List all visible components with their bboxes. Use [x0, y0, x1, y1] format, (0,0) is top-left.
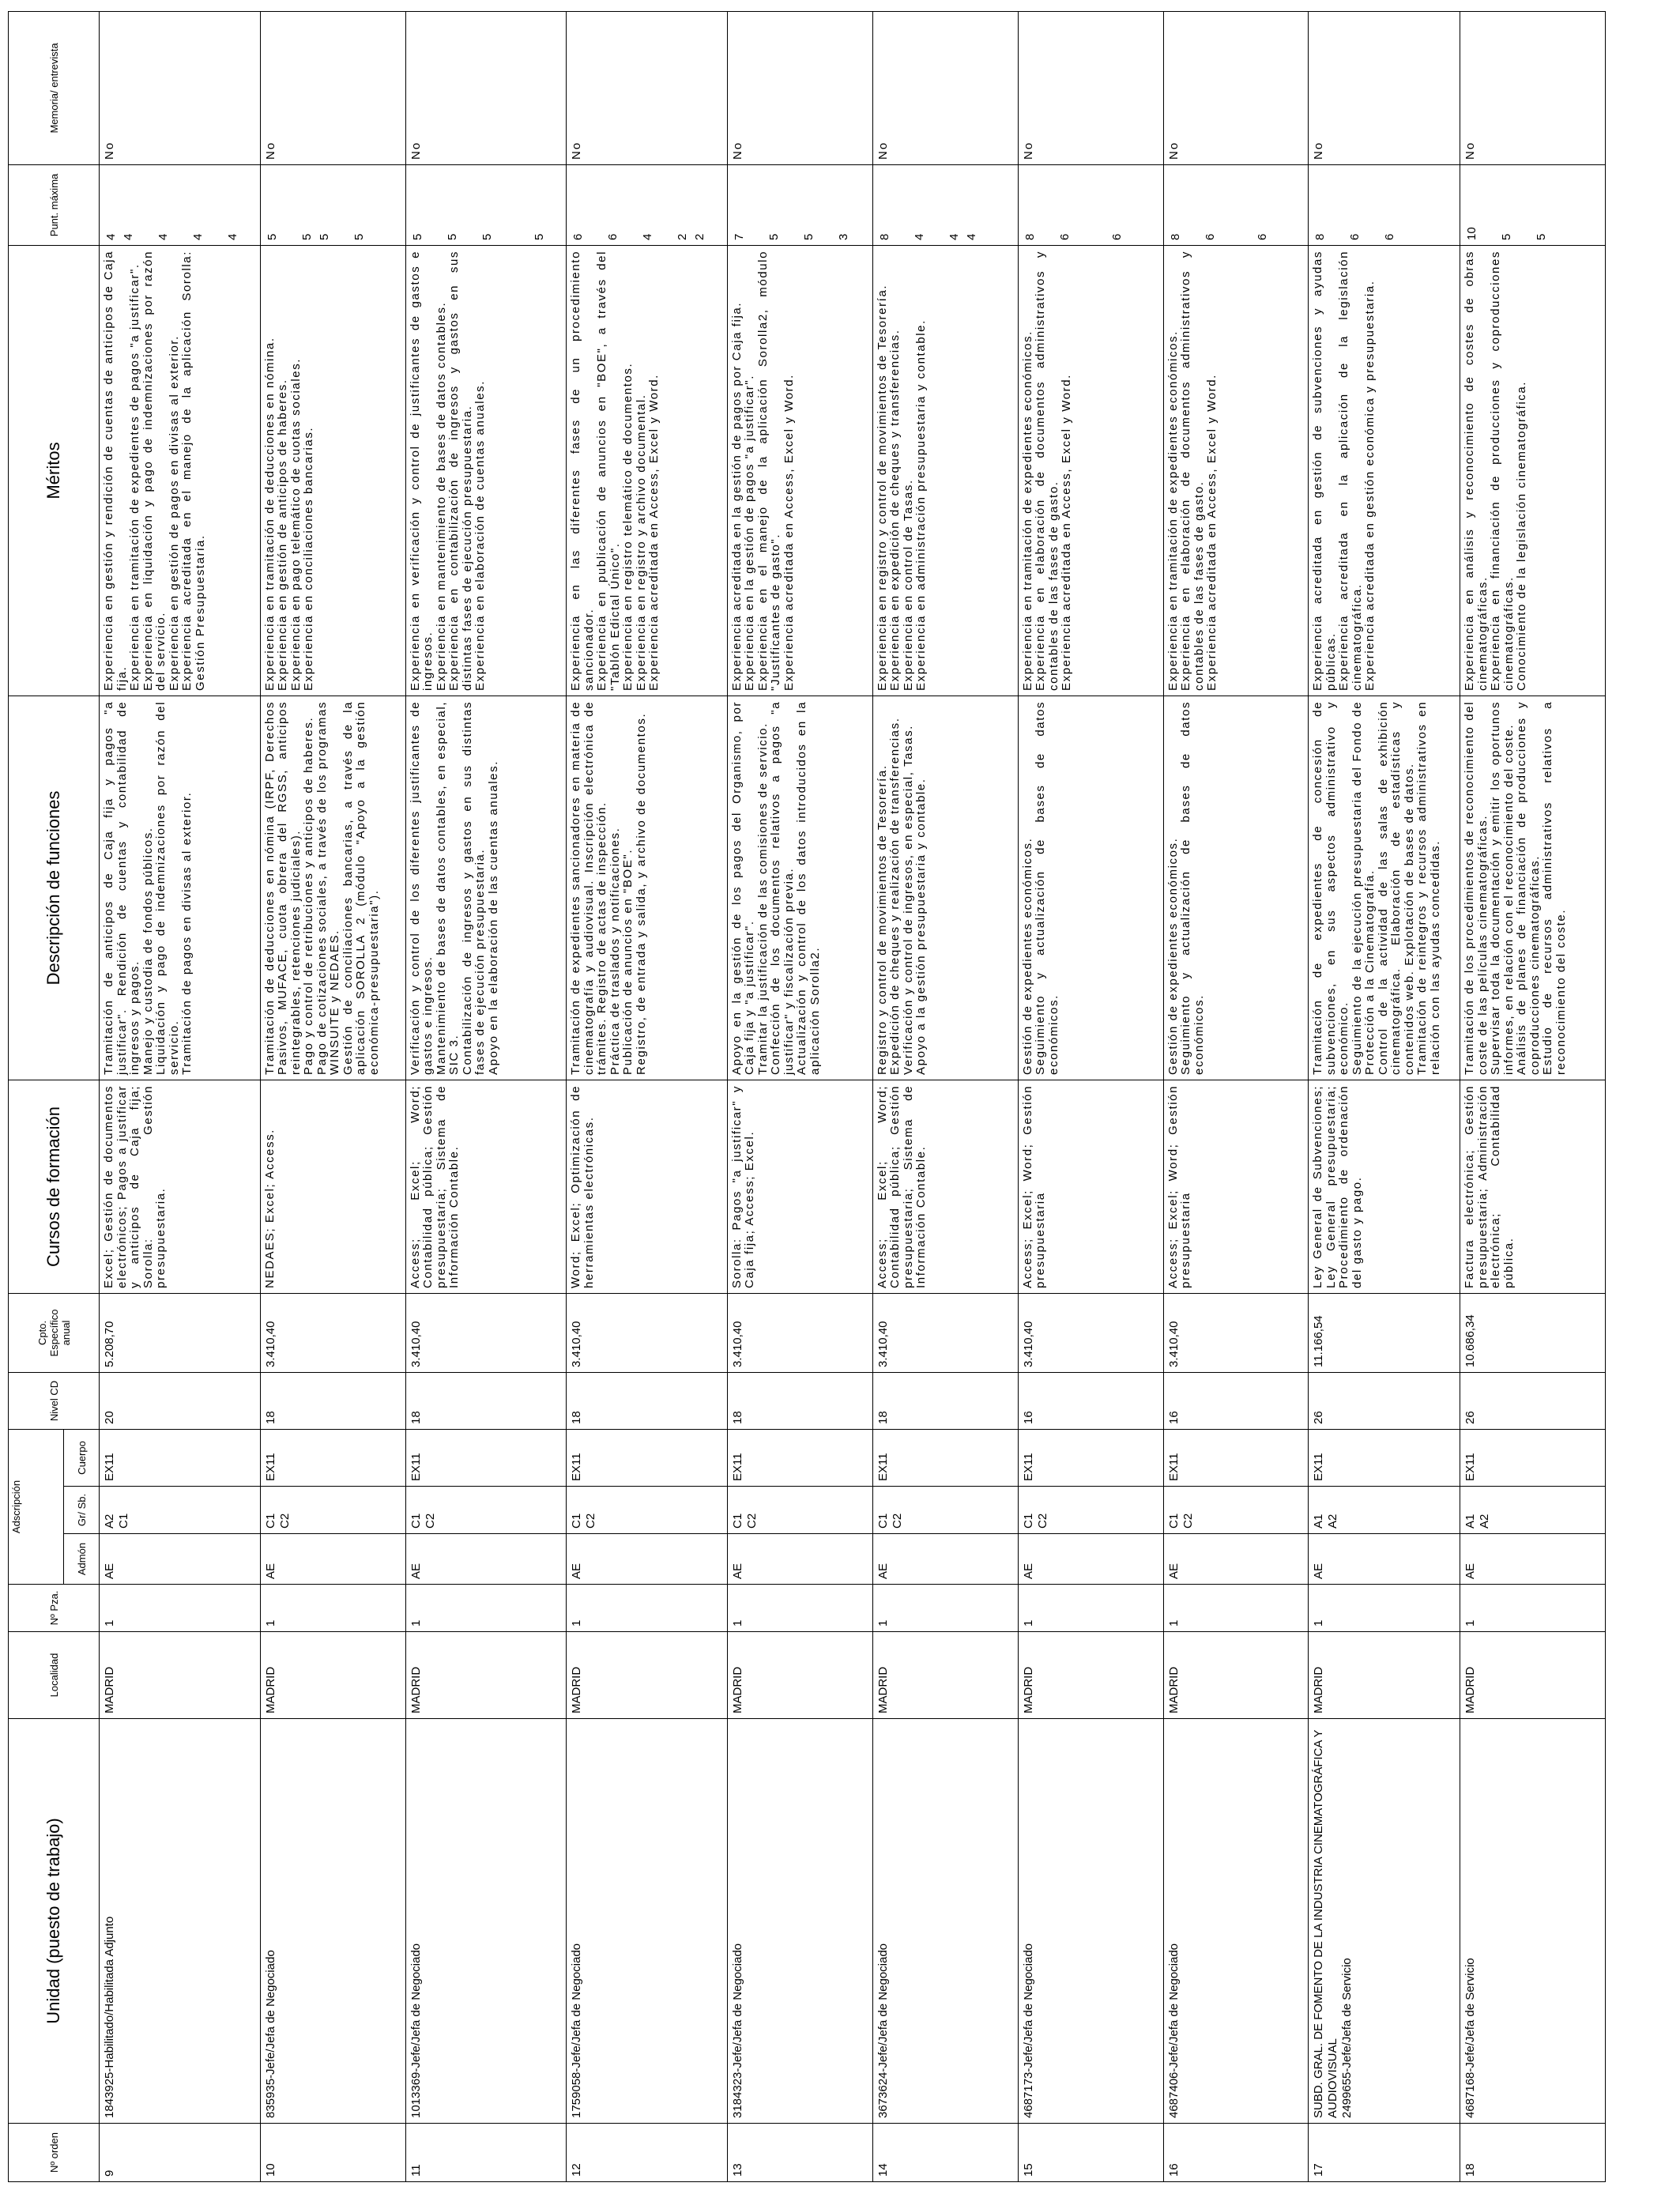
cell-memoria: No: [1163, 11, 1309, 164]
cell-pza: 1: [872, 1585, 1018, 1632]
table-row: [1163, 11, 1309, 2181]
cell-cuerpo: EX11: [1163, 1429, 1309, 1486]
cell-gr: C1 C2: [1163, 1487, 1309, 1534]
cell-unidad: 1843925-Habilitado/Habilitada Adjunto: [100, 1719, 261, 2124]
cell-funciones: Registro y control de movimientos de Tesorería. Expedición de cheques y realización de transferencias. Verificación y control de ingresos, en especial, Tasas. Apoyo a la gestión presupuestaria y contable.: [872, 696, 1018, 1080]
table-body: [100, 11, 1606, 2181]
cell-orden: 17: [1309, 2124, 1460, 2182]
cell-unidad: 4687168-Jefe/Jefa de Servicio: [1460, 1719, 1606, 2124]
cell-pza: 1: [260, 1585, 405, 1632]
cell-gr: C1 C2: [405, 1487, 567, 1534]
cell-punt: 8 6 6: [1309, 164, 1460, 245]
cell-meritos: Experiencia en tramitación de expedientes económicos. Experiencia en elaboración de documentos administrativos y contables de las fases de gasto. Experiencia acreditada en Access, Excel y Word.: [1018, 245, 1163, 696]
header-cpto: Cpto. Específico anual: [9, 1293, 100, 1372]
cell-meritos: Experiencia en registro y control de movimientos de Tesorería. Experiencia en expedición de cheques y transferencias. Experiencia en control de Tasas. Experiencia en administración presupuestaria y contable.: [872, 245, 1018, 696]
cell-pza: 1: [405, 1585, 567, 1632]
cell-orden: 14: [872, 2124, 1018, 2182]
cell-funciones: Apoyo en la gestión de los pagos del Organismo, por Caja fija y "a justificar". Tramitar la justificación de las comisiones de servicio. Confección de los documentos relativos a pagos "a justificar" y fiscalización previa. Actualización y control de los datos introducidos en la aplicación Sorolla2.: [727, 696, 872, 1080]
cell-memoria: No: [260, 11, 405, 164]
cell-orden: 11: [405, 2124, 567, 2182]
cell-punt: 7 5 5 3: [727, 164, 872, 245]
cell-pza: 1: [100, 1585, 261, 1632]
cell-cursos: Excel; Gestión de documentos electrónicos; Pagos a justificar y anticipos de Caja fija; Sorolla: Gestión presupuestaria.: [100, 1080, 261, 1293]
header-cursos: Cursos de formación: [9, 1080, 100, 1293]
cell-localidad: MADRID: [567, 1632, 728, 1719]
cell-nivel: 18: [405, 1372, 567, 1429]
cell-unidad: 1759058-Jefe/Jefa de Negociado: [567, 1719, 728, 2124]
header-memoria: Memoria/ entrevista: [9, 11, 100, 164]
cell-cpto: 3.410,40: [872, 1293, 1018, 1372]
cell-cuerpo: EX11: [260, 1429, 405, 1486]
header-gr: Gr/ Sb.: [64, 1487, 100, 1534]
cell-cpto: 3.410,40: [727, 1293, 872, 1372]
cell-localidad: MADRID: [872, 1632, 1018, 1719]
cell-memoria: No: [1018, 11, 1163, 164]
cell-meritos: Experiencia en las diferentes fases de un procedimiento sancionador. Experiencia en publicación de anuncios en "BOE", a través del "Tablón Edictal Único". Experiencia en registro telemático de documentos. Experiencia en registro y archivo documental. Experiencia acreditada en Access, Excel y Word.: [567, 245, 728, 696]
cell-admon: AE: [1309, 1534, 1460, 1585]
cell-cpto: 3.410,40: [405, 1293, 567, 1372]
header-orden: Nº orden: [9, 2124, 100, 2182]
cell-cursos: Sorolla: Pagos "a justificar" y Caja fija; Access; Excel.: [727, 1080, 872, 1293]
cell-cpto: 11.166,54: [1309, 1293, 1460, 1372]
cell-admon: AE: [1460, 1534, 1606, 1585]
cell-admon: AE: [1163, 1534, 1309, 1585]
cell-funciones: Verificación y control de los diferentes justificantes de gastos e ingresos. Mantenimiento de bases de datos contables, en especial, SIC 3. Contabilización de ingresos y gastos en sus distintas fases de ejecución presupuestaria. Apoyo en la elaboración de las cuentas anuales.: [405, 696, 567, 1080]
cell-orden: 18: [1460, 2124, 1606, 2182]
cell-memoria: No: [1309, 11, 1460, 164]
cell-meritos: Experiencia en análisis y reconocimiento de costes de obras cinematográficas. Experiencia en financiación de producciones y coproducciones cinematográficas. Conocimiento de la legislación cinematográfica.: [1460, 245, 1606, 696]
table-row: [405, 11, 567, 2181]
cell-cuerpo: EX11: [1309, 1429, 1460, 1486]
cell-orden: 9: [100, 2124, 261, 2182]
cell-orden: 10: [260, 2124, 405, 2182]
header-punt: Punt. máxima: [9, 164, 100, 245]
cell-funciones: Tramitación de expedientes sancionadores en materia de cinematografía y audiovisual. Inscripción electrónica de trámites. Registro de actas de inspección. Práctica de traslados y notificaciones. Publicación de anuncios en "BOE". Registro, de entrada y salida, y archivo de documentos.: [567, 696, 728, 1080]
cell-nivel: 18: [567, 1372, 728, 1429]
header-admon: Admón: [64, 1534, 100, 1585]
cell-nivel: 26: [1309, 1372, 1460, 1429]
cell-pza: 1: [727, 1585, 872, 1632]
cell-localidad: MADRID: [100, 1632, 261, 1719]
header-localidad: Localidad: [9, 1632, 100, 1719]
cell-punt: 4 4 4 4 4: [100, 164, 261, 245]
header-pza: Nº Pza.: [9, 1585, 100, 1632]
cell-unidad: 4687173-Jefe/Jefa de Negociado: [1018, 1719, 1163, 2124]
cell-gr: C1 C2: [1018, 1487, 1163, 1534]
cell-gr: A2 C1: [100, 1487, 261, 1534]
cell-memoria: No: [405, 11, 567, 164]
header-cuerpo: Cuerpo: [64, 1429, 100, 1486]
cell-funciones: Gestión de expedientes económicos. Seguimiento y actualización de bases de datos económicos.: [1018, 696, 1163, 1080]
cell-cursos: NEDAES; Excel; Access.: [260, 1080, 405, 1293]
table-row: [260, 11, 405, 2181]
cell-cuerpo: EX11: [727, 1429, 872, 1486]
cell-unidad: 3673624-Jefe/Jefa de Negociado: [872, 1719, 1018, 2124]
cell-cpto: 3.410,40: [260, 1293, 405, 1372]
cell-admon: AE: [405, 1534, 567, 1585]
cell-punt: 5 5 5 5: [405, 164, 567, 245]
cell-punt: 6 6 4 2 2: [567, 164, 728, 245]
cell-cursos: Factura electrónica; Gestión presupuestaria; Administración electrónica; Contabilidad pública.: [1460, 1080, 1606, 1293]
cell-localidad: MADRID: [1163, 1632, 1309, 1719]
cell-cursos: Access; Excel; Word; Contabilidad pública; Gestión presupuestaria; Sistema de Información Contable.: [405, 1080, 567, 1293]
cell-nivel: 16: [1018, 1372, 1163, 1429]
cell-pza: 1: [1309, 1585, 1460, 1632]
cell-cuerpo: EX11: [405, 1429, 567, 1486]
cell-cpto: 3.410,40: [1018, 1293, 1163, 1372]
cell-gr: A1 A2: [1460, 1487, 1606, 1534]
cell-gr: C1 C2: [872, 1487, 1018, 1534]
header-unidad: Unidad (puesto de trabajo): [9, 1719, 100, 2124]
header-funciones: Descripción de funciones: [9, 696, 100, 1080]
cell-admon: AE: [872, 1534, 1018, 1585]
cell-gr: C1 C2: [260, 1487, 405, 1534]
cell-meritos: Experiencia acreditada en la gestión de pagos por Caja fija. Experiencia en la gestión de pagos "a justificar". Experiencia en el manejo de la aplicación Sorolla2, módulo "Justificantes de gasto". Experiencia acreditada en Access, Excel y Word.: [727, 245, 872, 696]
cell-meritos: Experiencia en gestión y rendición de cuentas de anticipos de Caja fija. Experiencia en tramitación de expedientes de pagos "a justificar". Experiencia en liquidación y pago de indemnizaciones por razón del servicio. Experiencia en gestión de pagos en divisas al exterior. Experiencia acreditada en el manejo de la aplicación Sorolla: Gestión Presupuestaria.: [100, 245, 261, 696]
cell-admon: AE: [100, 1534, 261, 1585]
cell-admon: AE: [1018, 1534, 1163, 1585]
cell-cpto: 10.686,34: [1460, 1293, 1606, 1372]
cell-memoria: No: [727, 11, 872, 164]
cell-pza: 1: [1460, 1585, 1606, 1632]
cell-orden: 16: [1163, 2124, 1309, 2182]
cell-cpto: 3.410,40: [567, 1293, 728, 1372]
cell-memoria: No: [100, 11, 261, 164]
cell-nivel: 20: [100, 1372, 261, 1429]
cell-orden: 15: [1018, 2124, 1163, 2182]
cell-nivel: 26: [1460, 1372, 1606, 1429]
cell-funciones: Tramitación de expedientes de concesión de subvenciones, en sus aspectos administrativo y económico. Seguimiento de la ejecución presupuestaria del Fondo de Protección a la Cinematografía. Control de la actividad de las salas de exhibición cinematográfica. Elaboración de estadísticas y contenidos web. Explotación de bases de datos. Tramitación de reintegros y recursos administrativos en relación con las ayudas concedidas.: [1309, 696, 1460, 1080]
cell-unidad: 835935-Jefe/Jefa de Negociado: [260, 1719, 405, 2124]
cell-cursos: Word; Excel; Optimización de herramientas electrónicas.: [567, 1080, 728, 1293]
cell-localidad: MADRID: [727, 1632, 872, 1719]
cell-memoria: No: [567, 11, 728, 164]
cell-nivel: 18: [727, 1372, 872, 1429]
table-row: [1309, 11, 1460, 2181]
cell-meritos: Experiencia en tramitación de expedientes económicos. Experiencia en elaboración de documentos administrativos y contables de las fases de gasto. Experiencia acreditada en Access, Excel y Word.: [1163, 245, 1309, 696]
cell-punt: 5 5 5 5: [260, 164, 405, 245]
cell-pza: 1: [1018, 1585, 1163, 1632]
cell-punt: 8 4 4 4: [872, 164, 1018, 245]
cell-localidad: MADRID: [1460, 1632, 1606, 1719]
cell-gr: A1 A2: [1309, 1487, 1460, 1534]
cell-funciones: Tramitación de anticipos de Caja fija y pagos "a justificar". Rendición de cuentas y contabilidad de ingresos y pagos. Manejo y custodia de fondos públicos. Liquidación y pago de indemnizaciones por razón del servicio. Tramitación de pagos en divisas al exterior.: [100, 696, 261, 1080]
cell-pza: 1: [1163, 1585, 1309, 1632]
cell-punt: 10 5 5: [1460, 164, 1606, 245]
cell-cpto: 5.208,70: [100, 1293, 261, 1372]
cell-memoria: No: [1460, 11, 1606, 164]
cell-cuerpo: EX11: [1018, 1429, 1163, 1486]
cell-admon: AE: [260, 1534, 405, 1585]
job-positions-table: [8, 11, 1606, 2182]
cell-cuerpo: EX11: [1460, 1429, 1606, 1486]
table-row: [1460, 11, 1606, 2181]
table-row: [1018, 11, 1163, 2181]
cell-nivel: 16: [1163, 1372, 1309, 1429]
header-adscripcion: Adscripción: [9, 1429, 64, 1584]
cell-cuerpo: EX11: [567, 1429, 728, 1486]
cell-localidad: MADRID: [1018, 1632, 1163, 1719]
cell-localidad: MADRID: [405, 1632, 567, 1719]
cell-unidad: SUBD. GRAL. DE FOMENTO DE LA INDUSTRIA CINEMATOGRÁFICA Y AUDIOVISUAL 2499655-Jefe/Jefa de Servicio: [1309, 1719, 1460, 2124]
cell-funciones: Tramitación de los procedimientos de reconocimiento del coste de las películas cinematográficas. Supervisar toda la documentación y emitir los oportunos informes, en relación con el reconocimiento del coste. Análisis de planes de financiación de producciones y coproducciones cinematográficas. Estudio de recursos administrativos relativos a reconocimiento del coste.: [1460, 696, 1606, 1080]
cell-cursos: Access; Excel; Word; Gestión presupuestaria: [1018, 1080, 1163, 1293]
cell-cursos: Access; Excel; Word; Contabilidad pública; Gestión presupuestaria; Sistema de Información Contable.: [872, 1080, 1018, 1293]
cell-meritos: Experiencia acreditada en gestión de subvenciones y ayudas públicas. Experiencia acreditada en la aplicación de la legislación cinematográfica. Experiencia acreditada en gestión económica y presupuestaria.: [1309, 245, 1460, 696]
cell-localidad: MADRID: [260, 1632, 405, 1719]
cell-nivel: 18: [872, 1372, 1018, 1429]
cell-memoria: No: [872, 11, 1018, 164]
table-row: [872, 11, 1018, 2181]
cell-admon: AE: [567, 1534, 728, 1585]
cell-cursos: Access; Excel; Word; Gestión presupuestaria: [1163, 1080, 1309, 1293]
cell-unidad: 3184323-Jefe/Jefa de Negociado: [727, 1719, 872, 2124]
cell-gr: C1 C2: [567, 1487, 728, 1534]
cell-unidad: 1013369-Jefe/Jefa de Negociado: [405, 1719, 567, 2124]
cell-cuerpo: EX11: [872, 1429, 1018, 1486]
cell-meritos: Experiencia en verificación y control de justificantes de gastos e ingresos. Experiencia en mantenimiento de bases de datos contables. Experiencia en contabilización de ingresos y gastos en sus distintas fases de ejecución presupuestaria. Experiencia en elaboración de cuentas anuales.: [405, 245, 567, 696]
cell-unidad: 4687406-Jefe/Jefa de Negociado: [1163, 1719, 1309, 2124]
cell-cuerpo: EX11: [100, 1429, 261, 1486]
cell-funciones: Gestión de expedientes económicos. Seguimiento y actualización de bases de datos económicos.: [1163, 696, 1309, 1080]
cell-pza: 1: [567, 1585, 728, 1632]
cell-punt: 8 6 6: [1018, 164, 1163, 245]
cell-cpto: 3.410,40: [1163, 1293, 1309, 1372]
cell-orden: 12: [567, 2124, 728, 2182]
cell-meritos: Experiencia en tramitación de deducciones en nómina. Experiencia en gestión de anticipos de haberes. Experiencia en pago telemático de cuotas sociales. Experiencia en conciliaciones bancarias.: [260, 245, 405, 696]
header-nivel: Nivel CD: [9, 1372, 100, 1429]
cell-funciones: Tramitación de deducciones en nómina (IRPF, Derechos Pasivos, MUFACE, cuota obrera del RGSS, anticipos reintegrables, retenciones judiciales). Pago y control de retribuciones y anticipos de haberes. Pago de cotizaciones sociales, a través de los programas WINSUITE y NEDAES. Gestión de conciliaciones bancarias, a través de la aplicación SOROLLA 2 (módulo "Apoyo a la gestión económica-presupuestaria").: [260, 696, 405, 1080]
table-row: [727, 11, 872, 2181]
cell-gr: C1 C2: [727, 1487, 872, 1534]
table-row: [567, 11, 728, 2181]
table-row: [100, 11, 261, 2181]
cell-localidad: MADRID: [1309, 1632, 1460, 1719]
cell-orden: 13: [727, 2124, 872, 2182]
cell-nivel: 18: [260, 1372, 405, 1429]
cell-cursos: Ley General de Subvenciones; Ley General presupuestaria; Procedimiento de ordenación del gasto y pago.: [1309, 1080, 1460, 1293]
cell-punt: 8 6 6: [1163, 164, 1309, 245]
header-meritos: Méritos: [9, 245, 100, 696]
cell-admon: AE: [727, 1534, 872, 1585]
